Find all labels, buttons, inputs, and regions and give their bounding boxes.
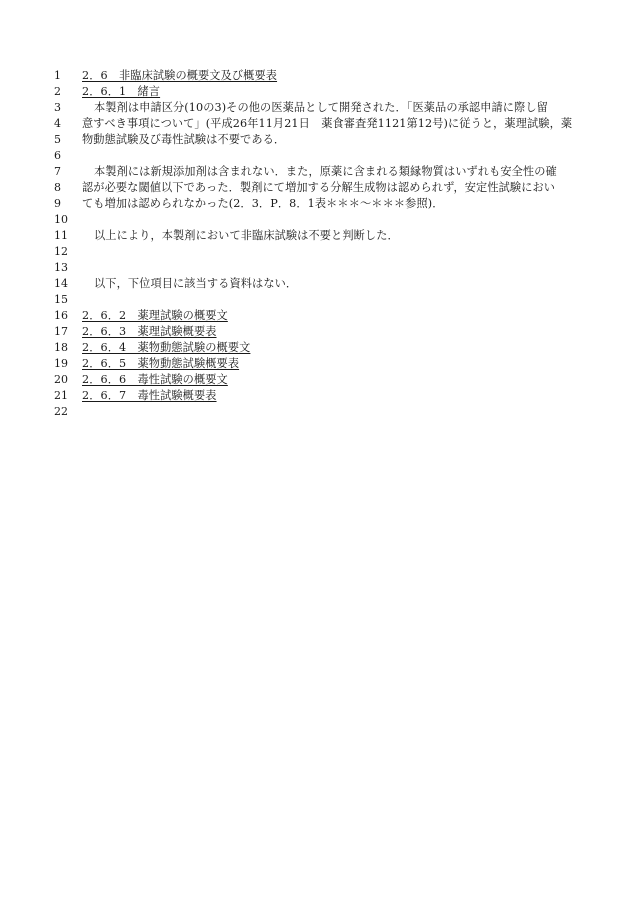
line-number: 8: [54, 181, 61, 194]
line-20: [0, 372, 630, 388]
subsection-heading: 2．6．4 薬物動態試験の概要文: [82, 341, 251, 354]
paragraph-text: 物動態試験及び毒性試験は不要である．: [82, 133, 286, 146]
line-number: 20: [54, 373, 68, 386]
line-number: 12: [54, 245, 68, 258]
line-number: 7: [54, 165, 61, 178]
line-17: [0, 324, 630, 340]
line-number: 3: [54, 101, 61, 114]
line-3: [0, 100, 630, 116]
subsection-heading: 2．6．7 毒性試験概要表: [82, 389, 217, 402]
line-number: 16: [54, 309, 68, 322]
line-number: 14: [54, 277, 68, 290]
line-8: [0, 180, 630, 196]
line-number: 15: [54, 293, 68, 306]
subsection-heading: 2．6．1 緒言: [82, 85, 161, 98]
line-21: [0, 388, 630, 404]
paragraph-text: 以下，下位項目に該当する資料はない．: [94, 277, 298, 290]
paragraph-text: ても増加は認められなかった(2．3．P．8．1表＊＊＊～＊＊＊参照)．: [82, 197, 444, 210]
line-number: 6: [54, 149, 61, 162]
line-number: 4: [54, 117, 61, 130]
line-number: 10: [54, 213, 68, 226]
line-number: 17: [54, 325, 68, 338]
section-heading: 2．6 非臨床試験の概要文及び概要表: [82, 69, 278, 82]
line-1: [0, 68, 630, 84]
line-7: [0, 164, 630, 180]
paragraph-text: 本製剤には新規添加剤は含まれない．また，原薬に含まれる類縁物質はいずれも安全性の確: [94, 165, 557, 178]
line-9: [0, 196, 630, 212]
subsection-heading: 2．6．5 薬物動態試験概要表: [82, 357, 240, 370]
line-12: [0, 244, 630, 260]
line-number: 18: [54, 341, 68, 354]
line-4: [0, 116, 630, 132]
paragraph-text: 以上により，本製剤において非臨床試験は不要と判断した．: [94, 229, 399, 242]
line-16: [0, 308, 630, 324]
line-22: [0, 404, 630, 420]
paragraph-text: 認が必要な閾値以下であった．製剤にて増加する分解生成物は認められず，安定性試験におい: [82, 181, 556, 194]
line-number: 5: [54, 133, 61, 146]
line-11: [0, 228, 630, 244]
line-14: [0, 276, 630, 292]
subsection-heading: 2．6．3 薬理試験概要表: [82, 325, 217, 338]
line-15: [0, 292, 630, 308]
line-6: [0, 148, 630, 164]
line-5: [0, 132, 630, 148]
line-number: 11: [54, 229, 68, 242]
subsection-heading: 2．6．2 薬理試験の概要文: [82, 309, 228, 322]
line-19: [0, 356, 630, 372]
line-number: 19: [54, 357, 68, 370]
line-number: 2: [54, 85, 61, 98]
line-number: 9: [54, 197, 61, 210]
line-10: [0, 212, 630, 228]
line-13: [0, 260, 630, 276]
line-number: 22: [54, 405, 68, 418]
line-number: 13: [54, 261, 68, 274]
subsection-heading: 2．6．6 毒性試験の概要文: [82, 373, 228, 386]
line-number: 21: [54, 389, 68, 402]
paragraph-text: 意すべき事項について」(平成26年11月21日 薬食審査発1121第12号)に従うと，薬理試験，薬: [82, 117, 573, 130]
paragraph-text: 本製剤は申請区分(10の3)その他の医薬品として開発された．「医薬品の承認申請に際し留: [94, 101, 548, 114]
line-number: 1: [54, 69, 61, 82]
line-18: [0, 340, 630, 356]
line-2: [0, 84, 630, 100]
